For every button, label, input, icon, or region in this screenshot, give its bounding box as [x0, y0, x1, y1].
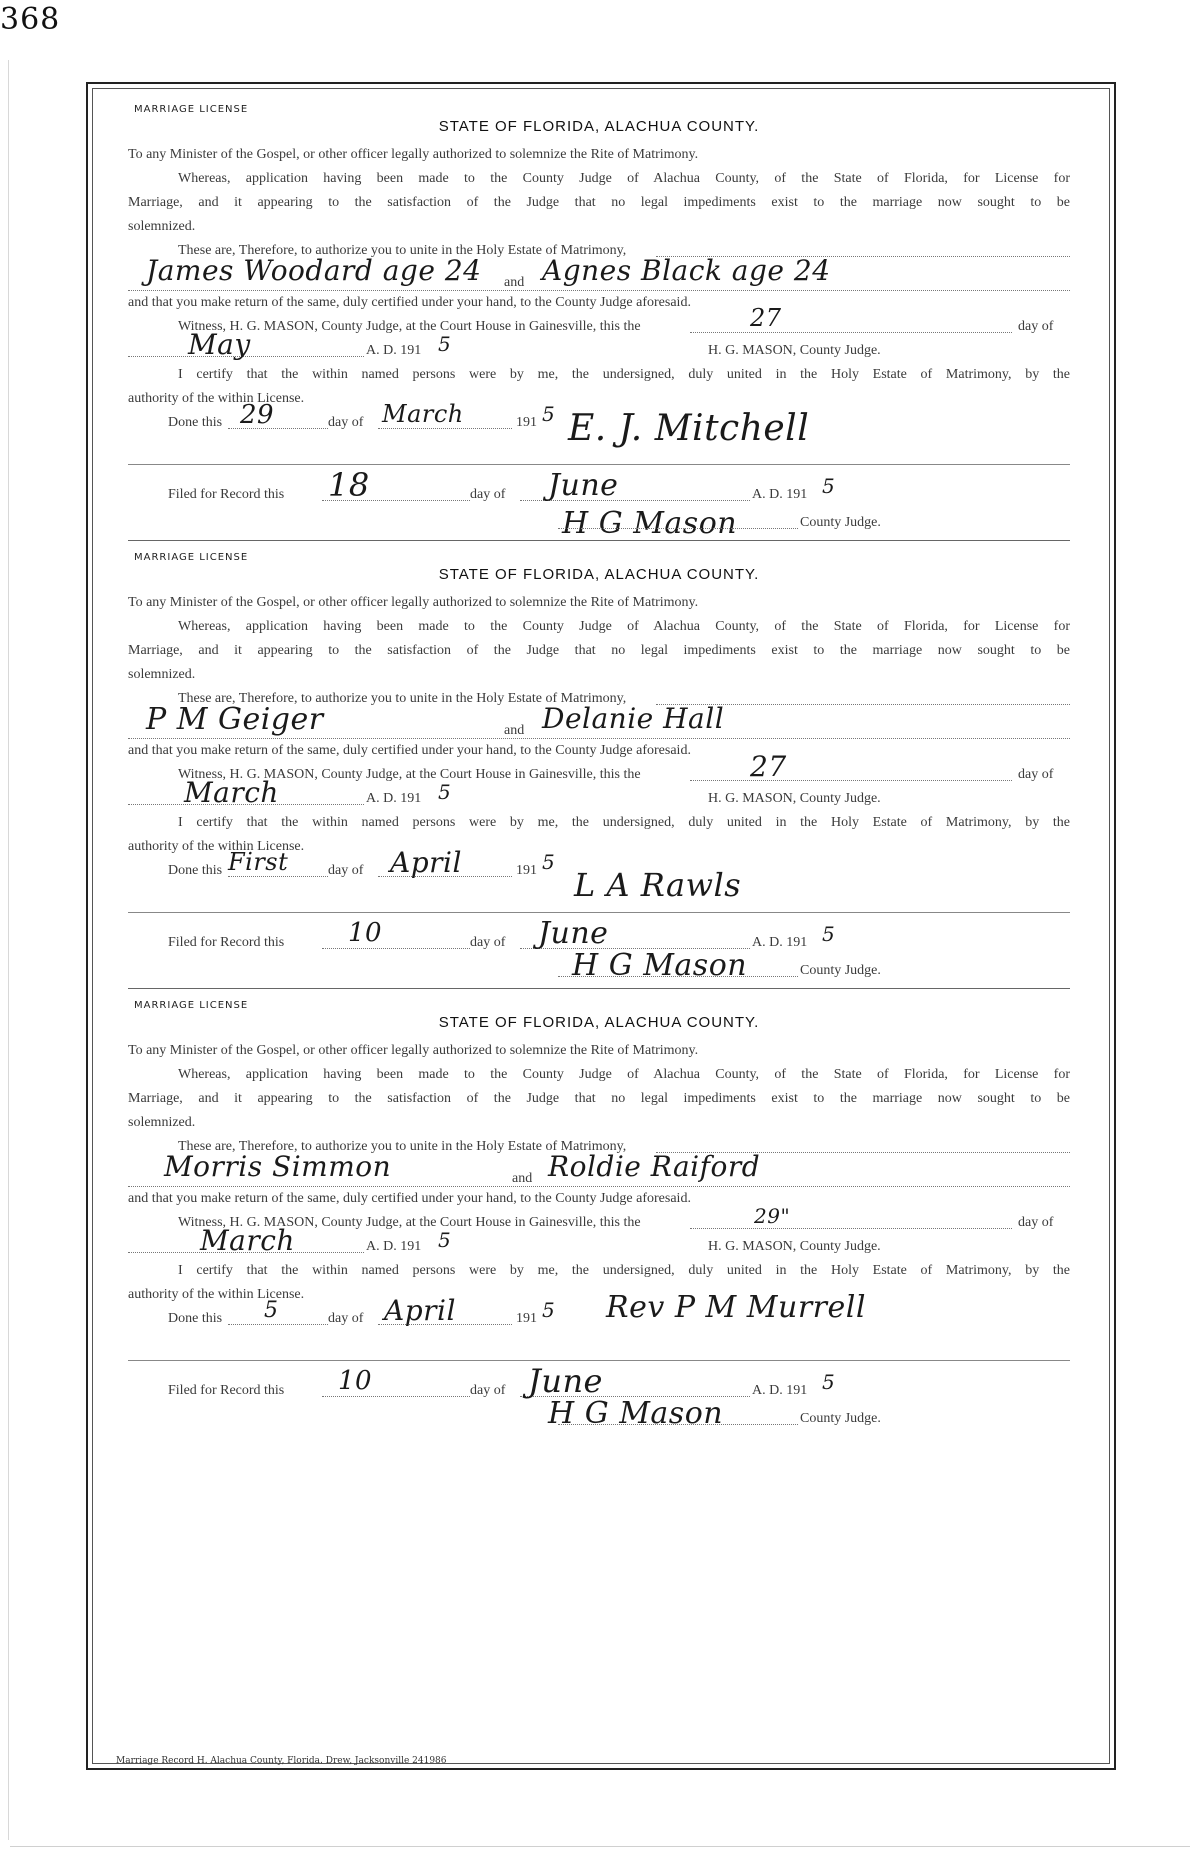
whereas-line-1: Whereas, application having been made to the County Judge of Alachua County, of the State of Florida, for License for [178, 171, 1070, 186]
done-year-prefix: 191 [516, 1311, 537, 1326]
witness-ad: A. D. 191 [366, 343, 422, 358]
scan-edge [8, 60, 9, 1840]
certify-line-2: authority of the within License. [128, 391, 305, 406]
names-dots [128, 1186, 1070, 1187]
license-label: MARRIAGE LICENSE [134, 1000, 249, 1011]
done-day-of: day of [328, 415, 364, 430]
filed-text: Filed for Record this [168, 935, 285, 950]
witness-year: 5 [438, 780, 452, 804]
certify-line-1: I certify that the within named persons were by me, the undersigned, duly united in the Holy Estate of Matrimony, by the [178, 367, 1070, 382]
officiant-signature: L A Rawls [574, 866, 742, 904]
done-month: April [384, 1294, 456, 1327]
done-day: 29 [240, 400, 275, 430]
bride-name: Agnes Black age 24 [542, 254, 831, 287]
address-line: To any Minister of the Gospel, or other officer legally authorized to solemnize the Rite of Matrimony. [128, 1043, 699, 1058]
whereas-line-3: solemnized. [128, 667, 196, 682]
license-label: MARRIAGE LICENSE [134, 552, 249, 563]
return-line: and that you make return of the same, duly certified under your hand, to the County Judge aforesaid. [128, 295, 691, 310]
and-label: and [504, 723, 525, 738]
filed-day-dots [322, 948, 470, 949]
separator-rule [128, 464, 1070, 465]
names-dots [128, 738, 1070, 739]
witness-month: March [184, 776, 279, 809]
whereas-line-2: Marriage, and it appearing to the satisfaction of the Judge that no legal impediments exist to the marriage now sought to be [128, 643, 1070, 658]
witness-month: May [188, 328, 251, 361]
license-end-rule [128, 540, 1070, 541]
names-dots [128, 290, 1070, 291]
filed-ad: A. D. 191 [752, 935, 808, 950]
bride-name: Delanie Hall [542, 702, 725, 735]
judge-sign-dots [558, 1424, 798, 1425]
filed-day-of: day of [470, 487, 506, 502]
filed-day: 18 [328, 466, 370, 504]
witness-ad: A. D. 191 [366, 791, 422, 806]
authorize-line: These are, Therefore, to authorize you to unite in the Holy Estate of Matrimony, [178, 1139, 627, 1154]
record-book-footer: Marriage Record H. Alachua County, Florida. Drew, Jacksonville 241986 [116, 1756, 447, 1766]
done-month-dots [378, 428, 512, 429]
filed-year: 5 [822, 474, 836, 498]
filed-month: June [528, 1362, 603, 1400]
marriage-license-3 [128, 1000, 1070, 1532]
groom-name: P M Geiger [146, 702, 324, 737]
whereas-line-3: solemnized. [128, 219, 196, 234]
filed-month: June [538, 916, 609, 951]
witness-day-of: day of [1018, 319, 1054, 334]
done-day: 5 [264, 1298, 279, 1323]
separator-rule [128, 1360, 1070, 1361]
witness-day-of: day of [1018, 767, 1054, 782]
done-year: 5 [542, 402, 556, 426]
officiant-signature: Rev P M Murrell [606, 1290, 866, 1325]
witness-text: Witness, H. G. MASON, County Judge, at the Court House in Gainesville, this the [178, 319, 641, 334]
certify-line-1: I certify that the within named persons were by me, the undersigned, duly united in the Holy Estate of Matrimony, by the [178, 815, 1070, 830]
filed-text: Filed for Record this [168, 487, 285, 502]
whereas-line-1: Whereas, application having been made to the County Judge of Alachua County, of the State of Florida, for License for [178, 1067, 1070, 1082]
groom-name: Morris Simmon [164, 1150, 392, 1183]
witness-day-of: day of [1018, 1215, 1054, 1230]
and-label: and [504, 275, 525, 290]
witness-year: 5 [438, 332, 452, 356]
judge-line: H. G. MASON, County Judge. [708, 791, 881, 806]
and-label: and [512, 1171, 533, 1186]
witness-day: 27 [750, 304, 782, 332]
filed-day: 10 [348, 918, 383, 948]
witness-day: 29" [754, 1204, 791, 1228]
judge-signature: H G Mason [548, 1396, 724, 1431]
witness-ad: A. D. 191 [366, 1239, 422, 1254]
done-month: April [390, 846, 462, 879]
certify-line-2: authority of the within License. [128, 839, 305, 854]
done-year: 5 [542, 1298, 556, 1322]
license-end-rule [128, 988, 1070, 989]
license-state-heading: STATE OF FLORIDA, ALACHUA COUNTY. [438, 1014, 760, 1031]
witness-text: Witness, H. G. MASON, County Judge, at the Court House in Gainesville, this the [178, 1215, 641, 1230]
judge-signature: H G Mason [572, 948, 748, 983]
done-month: March [382, 400, 464, 428]
scan-edge-bottom [10, 1846, 1190, 1847]
filed-ad: A. D. 191 [752, 1383, 808, 1398]
license-state-heading: STATE OF FLORIDA, ALACHUA COUNTY. [438, 118, 760, 135]
filed-ad: A. D. 191 [752, 487, 808, 502]
done-year: 5 [542, 850, 556, 874]
filed-text: Filed for Record this [168, 1383, 285, 1398]
done-day-dots [228, 876, 328, 877]
address-line: To any Minister of the Gospel, or other officer legally authorized to solemnize the Rite of Matrimony. [128, 595, 699, 610]
authorize-line: These are, Therefore, to authorize you to unite in the Holy Estate of Matrimony, [178, 243, 627, 258]
witness-day: 27 [750, 750, 787, 783]
done-year-prefix: 191 [516, 415, 537, 430]
county-judge-label: County Judge. [800, 963, 881, 978]
whereas-line-2: Marriage, and it appearing to the satisfaction of the Judge that no legal impediments exist to the marriage now sought to be [128, 1091, 1070, 1106]
judge-sign-dots [558, 528, 798, 529]
page-number: 368 [0, 2, 61, 37]
license-label: MARRIAGE LICENSE [134, 104, 249, 115]
certify-line-2: authority of the within License. [128, 1287, 305, 1302]
whereas-line-3: solemnized. [128, 1115, 196, 1130]
county-judge-label: County Judge. [800, 1411, 881, 1426]
witness-month: March [200, 1224, 295, 1257]
judge-sign-dots [558, 976, 798, 977]
filed-day: 10 [338, 1366, 373, 1396]
done-year-prefix: 191 [516, 863, 537, 878]
witness-day-dots [690, 780, 1012, 781]
separator-rule [128, 912, 1070, 913]
return-line: and that you make return of the same, duly certified under your hand, to the County Judge aforesaid. [128, 743, 691, 758]
witness-day-dots [690, 1228, 1012, 1229]
whereas-line-1: Whereas, application having been made to the County Judge of Alachua County, of the State of Florida, for License for [178, 619, 1070, 634]
bride-name: Roldie Raiford [548, 1150, 761, 1183]
filed-day-of: day of [470, 935, 506, 950]
witness-text: Witness, H. G. MASON, County Judge, at the Court House in Gainesville, this the [178, 767, 641, 782]
done-day: First [228, 848, 289, 876]
done-this: Done this [168, 1311, 223, 1326]
filed-month: June [548, 468, 619, 503]
groom-name: James Woodard age 24 [146, 254, 482, 287]
return-line: and that you make return of the same, duly certified under your hand, to the County Judge aforesaid. [128, 1191, 691, 1206]
witness-day-dots [690, 332, 1012, 333]
officiant-signature: E. J. Mitchell [568, 408, 810, 449]
judge-line: H. G. MASON, County Judge. [708, 1239, 881, 1254]
done-day-dots [228, 1324, 328, 1325]
judge-signature: H G Mason [562, 506, 738, 541]
whereas-line-2: Marriage, and it appearing to the satisfaction of the Judge that no legal impediments exist to the marriage now sought to be [128, 195, 1070, 210]
done-day-of: day of [328, 863, 364, 878]
address-line: To any Minister of the Gospel, or other officer legally authorized to solemnize the Rite of Matrimony. [128, 147, 699, 162]
witness-year: 5 [438, 1228, 452, 1252]
done-this: Done this [168, 863, 223, 878]
license-state-heading: STATE OF FLORIDA, ALACHUA COUNTY. [438, 566, 760, 583]
authorize-line: These are, Therefore, to authorize you to unite in the Holy Estate of Matrimony, [178, 691, 627, 706]
filed-day-of: day of [470, 1383, 506, 1398]
filed-year: 5 [822, 922, 836, 946]
done-day-of: day of [328, 1311, 364, 1326]
done-this: Done this [168, 415, 223, 430]
filed-day-dots [322, 1396, 470, 1397]
certify-line-1: I certify that the within named persons were by me, the undersigned, duly united in the Holy Estate of Matrimony, by the [178, 1263, 1070, 1278]
filed-year: 5 [822, 1370, 836, 1394]
county-judge-label: County Judge. [800, 515, 881, 530]
judge-line: H. G. MASON, County Judge. [708, 343, 881, 358]
